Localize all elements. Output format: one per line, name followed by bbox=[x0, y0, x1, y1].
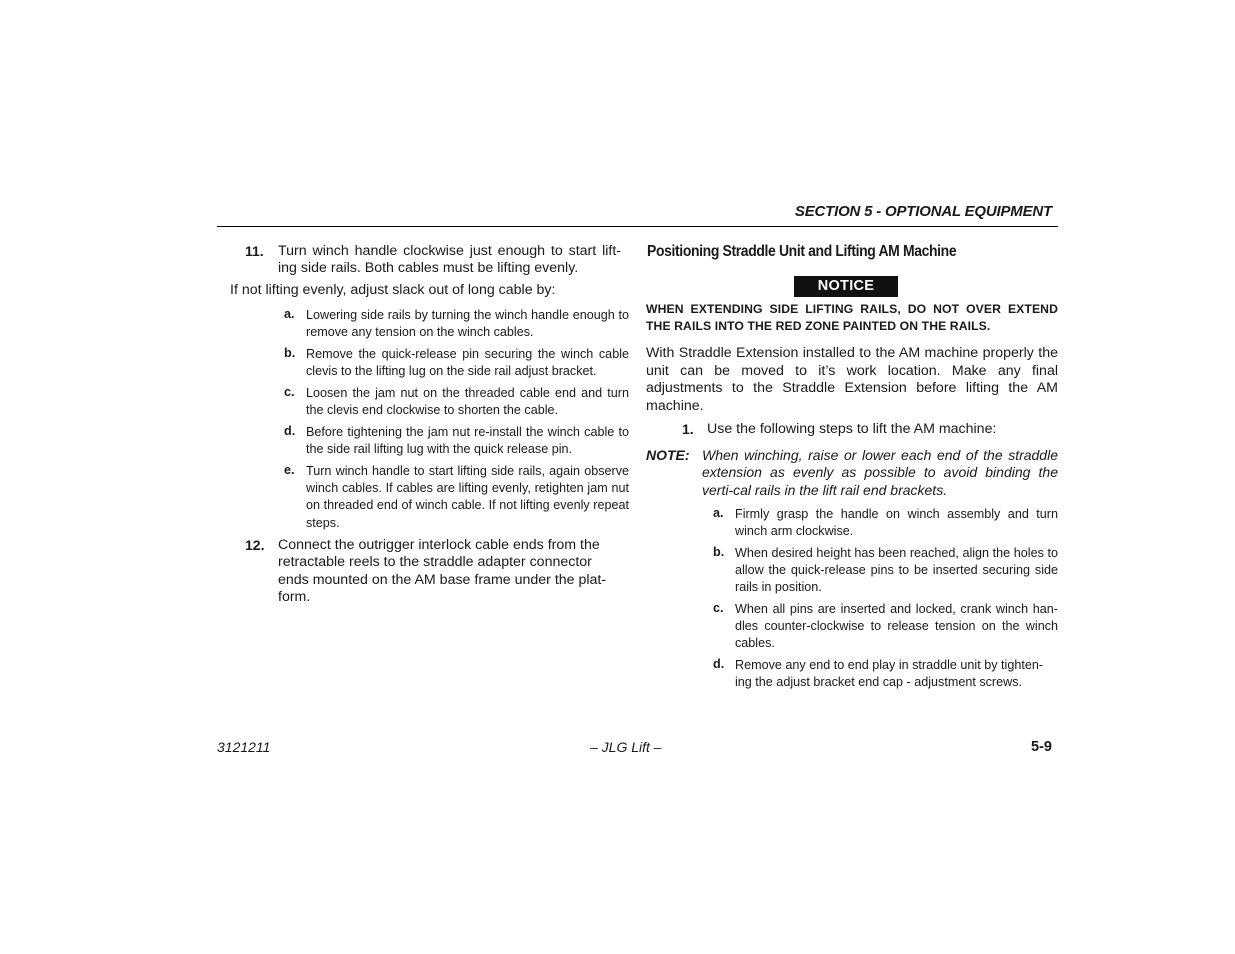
substep-d-text: Before tightening the jam nut re-install the winch cable to the side rail lifting lug with the quick release pin. bbox=[306, 425, 629, 457]
right-substep-a-text: Firmly grasp the handle on winch assembly and turn winch arm clockwise. bbox=[735, 507, 1058, 539]
substep-d-letter: d. bbox=[284, 424, 296, 438]
step-1-text: Use the following steps to lift the AM machine: bbox=[707, 421, 997, 437]
right-substep-b-letter: b. bbox=[713, 545, 725, 559]
right-substep-a-letter: a. bbox=[713, 506, 724, 520]
step-12-text: Connect the outrigger interlock cable ends from the retractable reels to the straddle adapter connector ends mounted on the AM base frame under the plat-form. bbox=[278, 537, 607, 605]
note-text: When winching, raise or lower each end of the straddle extension as evenly as possible to avoid binding the verti-cal rails in the lift rail end brackets. bbox=[702, 447, 1058, 498]
note-label: NOTE: bbox=[646, 447, 690, 463]
substep-b-text: Remove the quick-release pin securing the winch cable clevis to the lifting lug on the side rail adjust bracket. bbox=[306, 347, 629, 379]
step-1-number: 1. bbox=[682, 421, 694, 437]
header-divider bbox=[217, 226, 1058, 227]
intro-paragraph: With Straddle Extension installed to the AM machine properly the unit can be moved to it’s work location. Make any final adjustments to the Straddle Extension before lifting the AM machine. bbox=[646, 345, 1058, 414]
right-substep-d-text: Remove any end to end play in straddle unit by tighten-ing the adjust bracket end cap - adjustment screws. bbox=[735, 658, 1044, 690]
footer-page-number: 5-9 bbox=[1031, 739, 1052, 755]
right-substep-c-text: When all pins are inserted and locked, crank winch han-dles counter-clockwise to release tension on the winch cables. bbox=[735, 602, 1058, 651]
section-header-title: SECTION 5 - OPTIONAL EQUIPMENT bbox=[794, 203, 1052, 220]
substep-e-letter: e. bbox=[284, 463, 295, 477]
substep-a-text: Lowering side rails by turning the winch handle enough to remove any tension on the winch cables. bbox=[306, 308, 629, 340]
substep-c-text: Loosen the jam nut on the threaded cable end and turn the clevis end clockwise to shorten the cable. bbox=[306, 386, 629, 418]
step-11-text: Turn winch handle clockwise just enough to start lift-ing side rails. Both cables must be lifting evenly. bbox=[278, 243, 621, 277]
section-title: Positioning Straddle Unit and Lifting AM Machine bbox=[647, 243, 957, 260]
step-11-number: 11. bbox=[245, 243, 264, 259]
footer-publisher: – JLG Lift – bbox=[590, 739, 662, 755]
notice-text: WHEN EXTENDING SIDE LIFTING RAILS, DO NOT OVER EXTEND THE RAILS INTO THE RED ZONE PAINTED ON THE RAILS. bbox=[646, 302, 1058, 333]
substep-a-letter: a. bbox=[284, 307, 295, 321]
step-12-number: 12. bbox=[245, 537, 265, 553]
substep-b-letter: b. bbox=[284, 346, 296, 360]
substep-c-letter: c. bbox=[284, 385, 295, 399]
right-substep-d-letter: d. bbox=[713, 657, 725, 671]
footer-document-number: 3121211 bbox=[217, 739, 271, 755]
if-not-lifting-text: If not lifting evenly, adjust slack out of long cable by: bbox=[230, 282, 556, 298]
right-substep-b-text: When desired height has been reached, align the holes to allow the quick-release pins to be inserted securing side rails in position. bbox=[735, 546, 1058, 595]
right-substep-c-letter: c. bbox=[713, 601, 724, 615]
notice-badge: NOTICE bbox=[794, 276, 898, 297]
substep-e-text: Turn winch handle to start lifting side rails, again observe winch cables. If cables are lifting evenly, retighten jam nut on threaded end of winch cable. If not lifting evenly repeat steps. bbox=[306, 464, 629, 530]
